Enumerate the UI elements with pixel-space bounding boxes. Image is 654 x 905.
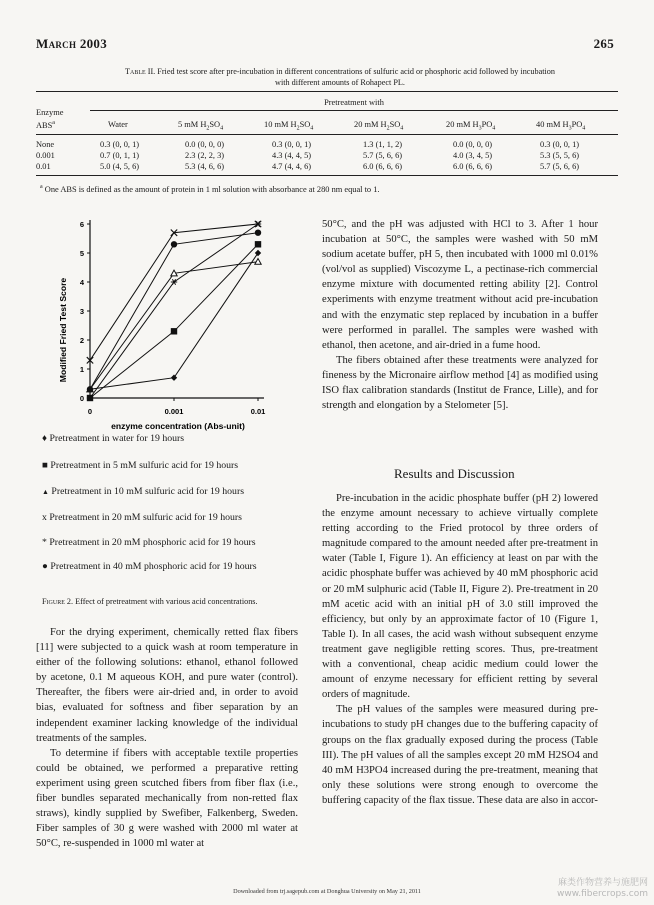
chart-axes <box>90 220 264 398</box>
table-body <box>36 139 618 172</box>
table-group-header: Pretreatment with <box>324 98 384 107</box>
data-point <box>87 386 93 392</box>
y-tick-label: 6 <box>79 220 84 229</box>
x-tick-label: 0 <box>87 407 93 416</box>
table-caption-label: Table II. <box>125 67 156 76</box>
series-line <box>90 224 258 398</box>
table-row: 0.01 5.0 (4, 5, 6) 5.3 (4, 6, 6) 4.7 (4, 4, 6) 6.0 (6, 6, 6) 6.0 (6, 6, 6) 5.7 (5, 6, 6) <box>36 162 580 171</box>
right-paragraph-1: 50°C, and the pH was adjusted with HCl to 3. After 1 hour incubation at 50°C, the samples were washed with 50 mM sodium acetate buffer, pH 5, then incubated with 1000 ml 0.01% (vol/vol as supplied) Viscozyme L, a pectinase-rich commercial enzyme mixture with documented retting ability [2]. Control experiments with enzyme treatment without acid pre-incubation and with the enzymatic step replaced by incubation in a buffer were performed in parallel. The samples were washed with ethanol, then acetone, and air-dried in a fume hood. <box>322 219 598 351</box>
legend-item-10mm-sulfuric: ▲ Pretreatment in 10 mM sulfuric acid for 19 hours <box>42 486 245 497</box>
table-header-rule <box>36 134 618 135</box>
table-row: None 0.3 (0, 0, 1) 0.0 (0, 0, 0) 0.3 (0, 0, 1) 1.3 (1, 1, 2) 0.0 (0, 0, 0) 0.3 (0, 0, 1) <box>36 140 580 149</box>
legend-diamond-icon: ♦ <box>42 433 47 444</box>
legend-triangle-icon: ▲ <box>42 488 49 496</box>
y-tick-label: 4 <box>79 278 84 287</box>
y-tick-label: 5 <box>79 249 84 258</box>
legend-item-5mm-sulfuric: ■ Pretreatment in 5 mM sulfuric acid for 19 hours <box>42 460 239 471</box>
col-header-5mm-h2so4: 5 mM $H_2SO_4$ <box>178 120 224 132</box>
legend-x-icon: x <box>42 512 47 523</box>
legend-circle-icon: ● <box>42 561 48 572</box>
legend-square-icon: ■ <box>42 460 48 471</box>
section-heading: Results and Discussion <box>394 466 515 481</box>
page-number: 265 <box>593 36 614 51</box>
table-group-rule <box>90 110 618 111</box>
data-point <box>255 230 261 236</box>
figure-caption: Figure 2. Effect of pretreatment with various acid concentrations. <box>42 597 258 606</box>
y-tick-label: 2 <box>79 336 84 345</box>
table-caption <box>70 66 610 88</box>
table-top-rule <box>36 91 618 92</box>
fried-score-chart <box>36 212 298 434</box>
y-tick-label: 1 <box>79 365 84 374</box>
legend-item-40mm-phosphoric: ● Pretreatment in 40 mM phosphoric acid for 19 hours <box>42 561 257 572</box>
legend-item-20mm-sulfuric: x Pretreatment in 20 mM sulfuric acid for 19 hours <box>42 512 242 523</box>
table-row-header: Enzyme ABS$^a$ <box>36 108 64 130</box>
table-footnote: $^a$ One ABS is defined as the amount of protein in 1 ml solution with absorbance at 280 nm equal to 1. <box>40 184 380 194</box>
running-header-left: March 2003 <box>36 36 108 51</box>
x-tick-label: 0.01 <box>250 407 266 416</box>
y-tick-label: 3 <box>79 307 84 316</box>
chart-series-6 <box>87 230 261 393</box>
col-header-40mm-h3po4: 40 mM $H_3PO_4$ <box>536 120 586 132</box>
left-paragraph-2: To determine if fibers with acceptable textile properties could be obtained, we performed a preparative retting experiment using green scutched fibers from fiber flax (i.e., fiber bundles separated mechanically from non-retted flax straws), kindly supplied by Swefiber, Falkenberg, Sweden. Fiber samples of 30 g were washed with 2000 ml water at 50°C, re-suspended in 1000 ml water at <box>36 747 298 850</box>
left-column <box>36 625 298 851</box>
right-column-top <box>322 217 598 413</box>
right-paragraph-3: Pre-incubation in the acidic phosphate buffer (pH 2) lowered the enzyme amount necessary to achieve virtually complete retting according to the Fried protocol by three orders of magnitude compared to the amount needed after pre-treatment in water (Table I, Figure 1). An efficiency at least on par with the acidic phosphate buffer was achieved by 40 mM phosphoric acid or 20 mM sulphuric acid (Table II, Figure 2). Pre-treatment in 20 mM acetic acid with an initial pH of 3.0 still improved the efficiency, but only by an approximate factor of 10 (Figure 1, Table I). In all cases, the acid wash without subsequent enzyme treatment gave negligible retting scores. Thus, pre-treatment with a conventional, cheap acidic medium could lower the amount of enzyme necessary for efficient retting by several orders of magnitude. <box>322 493 598 701</box>
data-point <box>255 259 261 265</box>
chart-x-axis-label: enzyme concentration (Abs-unit) <box>111 421 245 431</box>
col-header-10mm-h2so4: 10 mM $H_2SO_4$ <box>264 120 314 132</box>
right-column-bottom <box>322 491 598 808</box>
legend-asterisk-icon: * <box>42 537 47 548</box>
data-point <box>171 328 177 334</box>
data-point <box>255 250 261 256</box>
right-paragraph-4: The pH values of the samples were measured during pre-incubations to study pH changes due to the buffering capacity of groups on the flax gradually exposed during the process (Table III). The pH values of all the samples except 20 mM H2SO4 and 40 mM H3PO4 increased during the pre-treatment, meaning that only these solutions were strong enough to overcome the buffering capacity of the flax tissue. These data are also in accor- <box>322 704 598 806</box>
download-footer: Downloaded from trj.sagepub.com at Donghua University on May 21, 2011 <box>233 888 421 895</box>
y-tick-label: 0 <box>79 394 84 403</box>
x-tick-label: 0.001 <box>164 407 184 416</box>
right-paragraph-2: The fibers obtained after these treatments were analyzed for fineness by the Micronaire airflow method [4] as modified using ISO flax calibration standards (Institut de France, Lille), and for strength and elongation by a Stelometer [5]. <box>322 354 598 412</box>
series-line <box>90 233 258 390</box>
chart-y-axis-label: Modified Fried Test Score <box>58 277 68 383</box>
chart-series <box>87 221 261 401</box>
table-bottom-rule <box>36 175 618 176</box>
series-line <box>90 262 258 390</box>
chart-series-5 <box>87 221 261 401</box>
table-row: 0.001 0.7 (0, 1, 1) 2.3 (2, 2, 3) 4.3 (4, 4, 5) 5.7 (5, 6, 6) 4.0 (3, 4, 5) 5.3 (5, 5, 6) <box>36 151 580 160</box>
left-paragraph-1: For the drying experiment, chemically retted flax fibers [11] were subjected to a quick wash at room temperature in either of the following solutions: ethanol, ethanol followed by acetone, 0.1 M aqueous KOH, and pure water (control). Thereafter, the fibers were air-dried and, in order to avoid bias, evaluated for softness and fiber separation by an independent examiner lacking knowledge of the individual treatments of the samples. <box>36 627 298 744</box>
col-header-20mm-h3po4: 20 mM $H_3PO_4$ <box>446 120 496 132</box>
col-header-20mm-h2so4: 20 mM $H_2SO_4$ <box>354 120 404 132</box>
watermark: 麻类作物营养与施肥网 www.fibercrops.com <box>557 878 648 899</box>
data-point <box>171 375 177 381</box>
data-point <box>255 241 261 247</box>
legend-item-water: ♦ Pretreatment in water for 19 hours <box>42 433 185 444</box>
table-caption-line1: Fried test score after pre-incubation in different concentrations of sulfuric acid or phosphoric acid followed by incubation <box>155 67 555 76</box>
data-point <box>171 241 177 247</box>
legend-item-20mm-phosphoric: * Pretreatment in 20 mM phosphoric acid for 19 hours <box>42 537 256 548</box>
col-header-water: Water <box>108 120 128 129</box>
table-caption-line2: with different amounts of Rohapect PL. <box>275 78 405 87</box>
